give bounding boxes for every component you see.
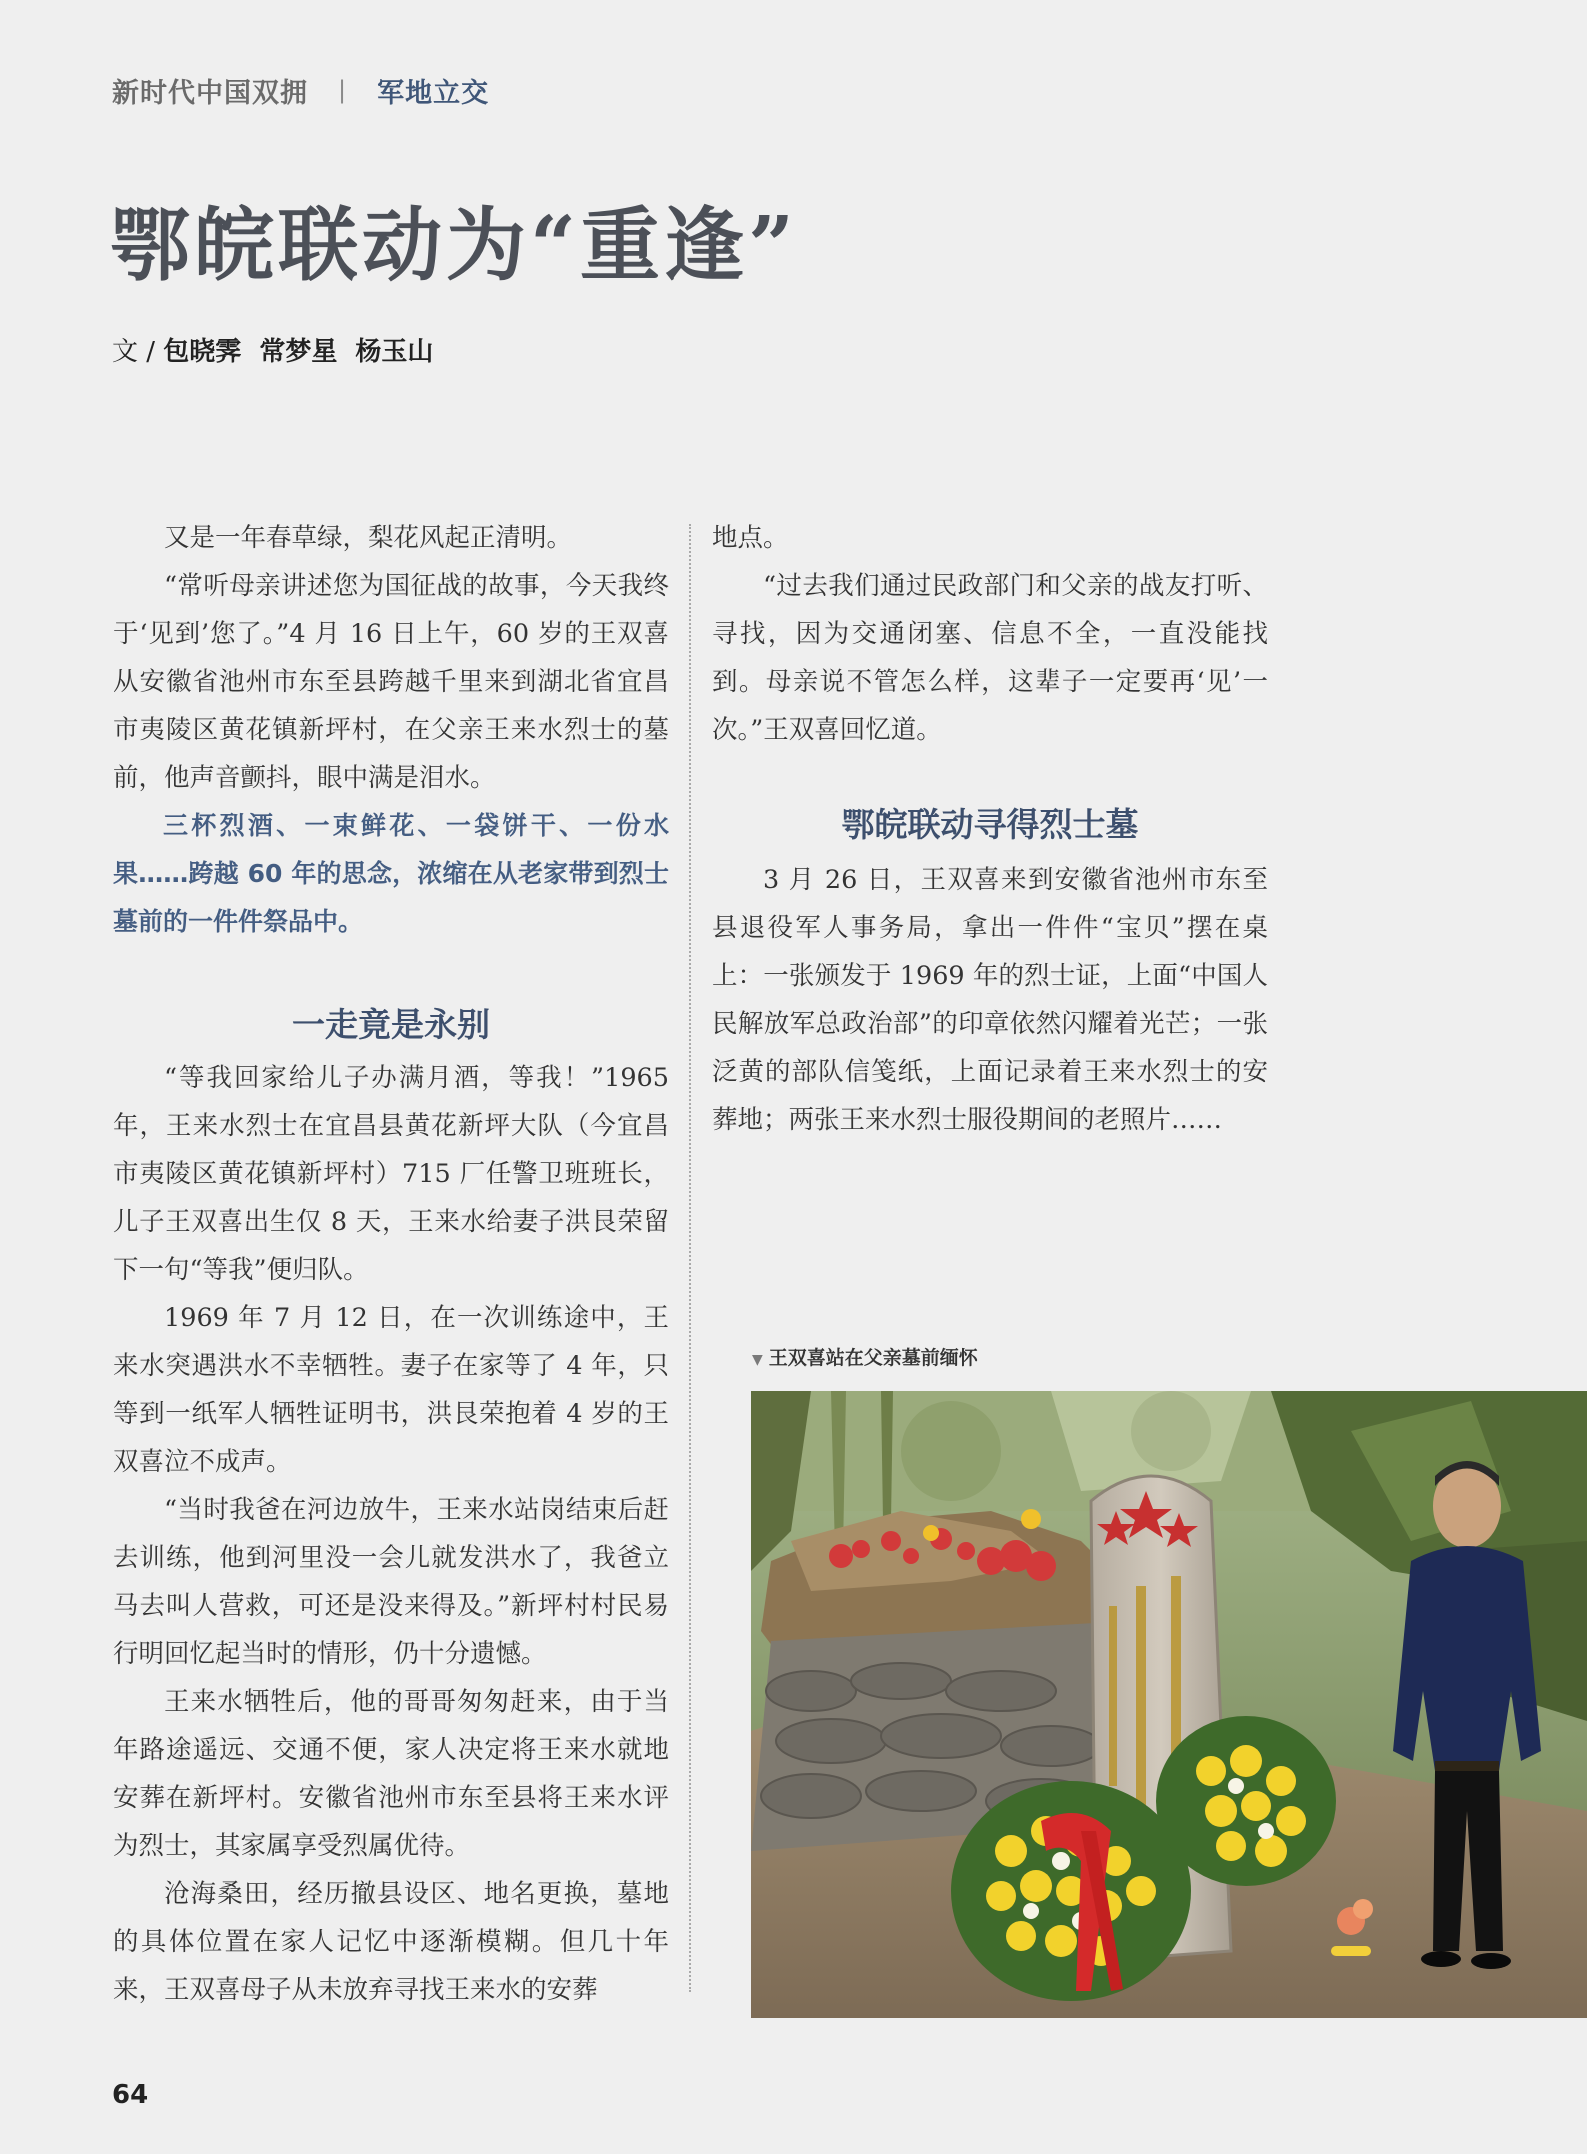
right-column bbox=[712, 514, 1268, 1144]
paragraph: 1969 年 7 月 12 日，在一次训练途中，王来水突遇洪水不幸牺牲。妻子在家等了 4 年，只等到一纸军人牺牲证明书，洪艮荣抱着 4 岁的王双喜泣不成声。 bbox=[113, 1303, 669, 1477]
article-title: 鄂皖联动为“重逢” bbox=[110, 198, 799, 292]
byline-prefix: 文 / bbox=[112, 337, 164, 367]
paragraph: “过去我们通过民政部门和父亲的战友打听、寻找，因为交通闭塞、信息不全，一直没能找到。母亲说不管怎么样，这辈子一定要再‘见’一次。”王双喜回忆道。 bbox=[712, 571, 1268, 745]
section-name: 军地立交 bbox=[377, 77, 490, 109]
caption-text: 王双喜站在父亲墓前缅怀 bbox=[768, 1347, 978, 1369]
page-number: 64 bbox=[112, 2080, 149, 2110]
paragraph: 沧海桑田，经历撤县设区、地名更换，墓地的具体位置在家人记忆中逐渐模糊。但几十年来，王双喜母子从未放弃寻找王来水的安葬 bbox=[113, 1879, 669, 2005]
photo-caption bbox=[752, 1343, 978, 1375]
byline bbox=[112, 332, 451, 372]
column-divider bbox=[689, 524, 691, 1992]
section-heading: 鄂皖联动寻得烈士墓 bbox=[841, 805, 1139, 844]
memorial-photo-illustration bbox=[751, 1391, 1587, 2018]
lead-paragraph: 三杯烈酒、一束鲜花、一袋饼干、一份水果……跨越 60 年的思念，浓缩在从老家带到烈士墓前的一件件祭品中。 bbox=[113, 811, 669, 936]
paragraph: “常听母亲讲述您为国征战的故事，今天我终于‘见到’您了。”4 月 16 日上午，60 岁的王双喜从安徽省池州市东至县跨越千里来到湖北省宜昌市夷陵区黄花镇新坪村，在父亲王来水烈士的墓前，他声音颤抖，眼中满是泪水。 bbox=[113, 571, 669, 793]
author-name: 包晓霁 bbox=[163, 337, 242, 367]
header-separator: | bbox=[338, 76, 348, 104]
paragraph: 又是一年春草绿，梨花风起正清明。 bbox=[164, 523, 573, 553]
caption-marker-icon: ▼ bbox=[752, 1352, 763, 1368]
paragraph-continuation: 地点。 bbox=[712, 523, 789, 553]
paragraph: “等我回家给儿子办满月酒，等我！”1965 年，王来水烈士在宜昌县黄花新坪大队（今宜昌市夷陵区黄花镇新坪村）715 厂任警卫班班长，儿子王双喜出生仅 8 天，王来水给妻子洪艮荣留下一句“等我”便归队。 bbox=[113, 1063, 669, 1285]
author-name: 杨玉山 bbox=[355, 337, 434, 367]
author-name: 常梦星 bbox=[259, 337, 338, 367]
paragraph: 3 月 26 日，王双喜来到安徽省池州市东至县退役军人事务局，拿出一件件“宝贝”摆在桌上：一张颁发于 1969 年的烈士证，上面“中国人民解放军总政治部”的印章依然闪耀着光芒；一张泛黄的部队信笺纸，上面记录着王来水烈士的安葬地；两张王来水烈士服役期间的老照片…… bbox=[712, 865, 1268, 1135]
left-column bbox=[113, 514, 669, 2014]
paragraph: “当时我爸在河边放牛，王来水站岗结束后赶去训练，他到河里没一会儿就发洪水了，我爸立马去叫人营救，可还是没来得及。”新坪村村民易行明回忆起当时的情形，仍十分遗憾。 bbox=[113, 1495, 669, 1669]
running-header bbox=[112, 70, 489, 110]
series-name: 新时代中国双拥 bbox=[112, 77, 308, 109]
memorial-photo bbox=[751, 1391, 1587, 2018]
section-heading: 一走竟是永别 bbox=[292, 1005, 490, 1044]
paragraph: 王来水牺牲后，他的哥哥匆匆赶来，由于当年路途遥远、交通不便，家人决定将王来水就地安葬在新坪村。安徽省池州市东至县将王来水评为烈士，其家属享受烈属优待。 bbox=[113, 1687, 669, 1861]
